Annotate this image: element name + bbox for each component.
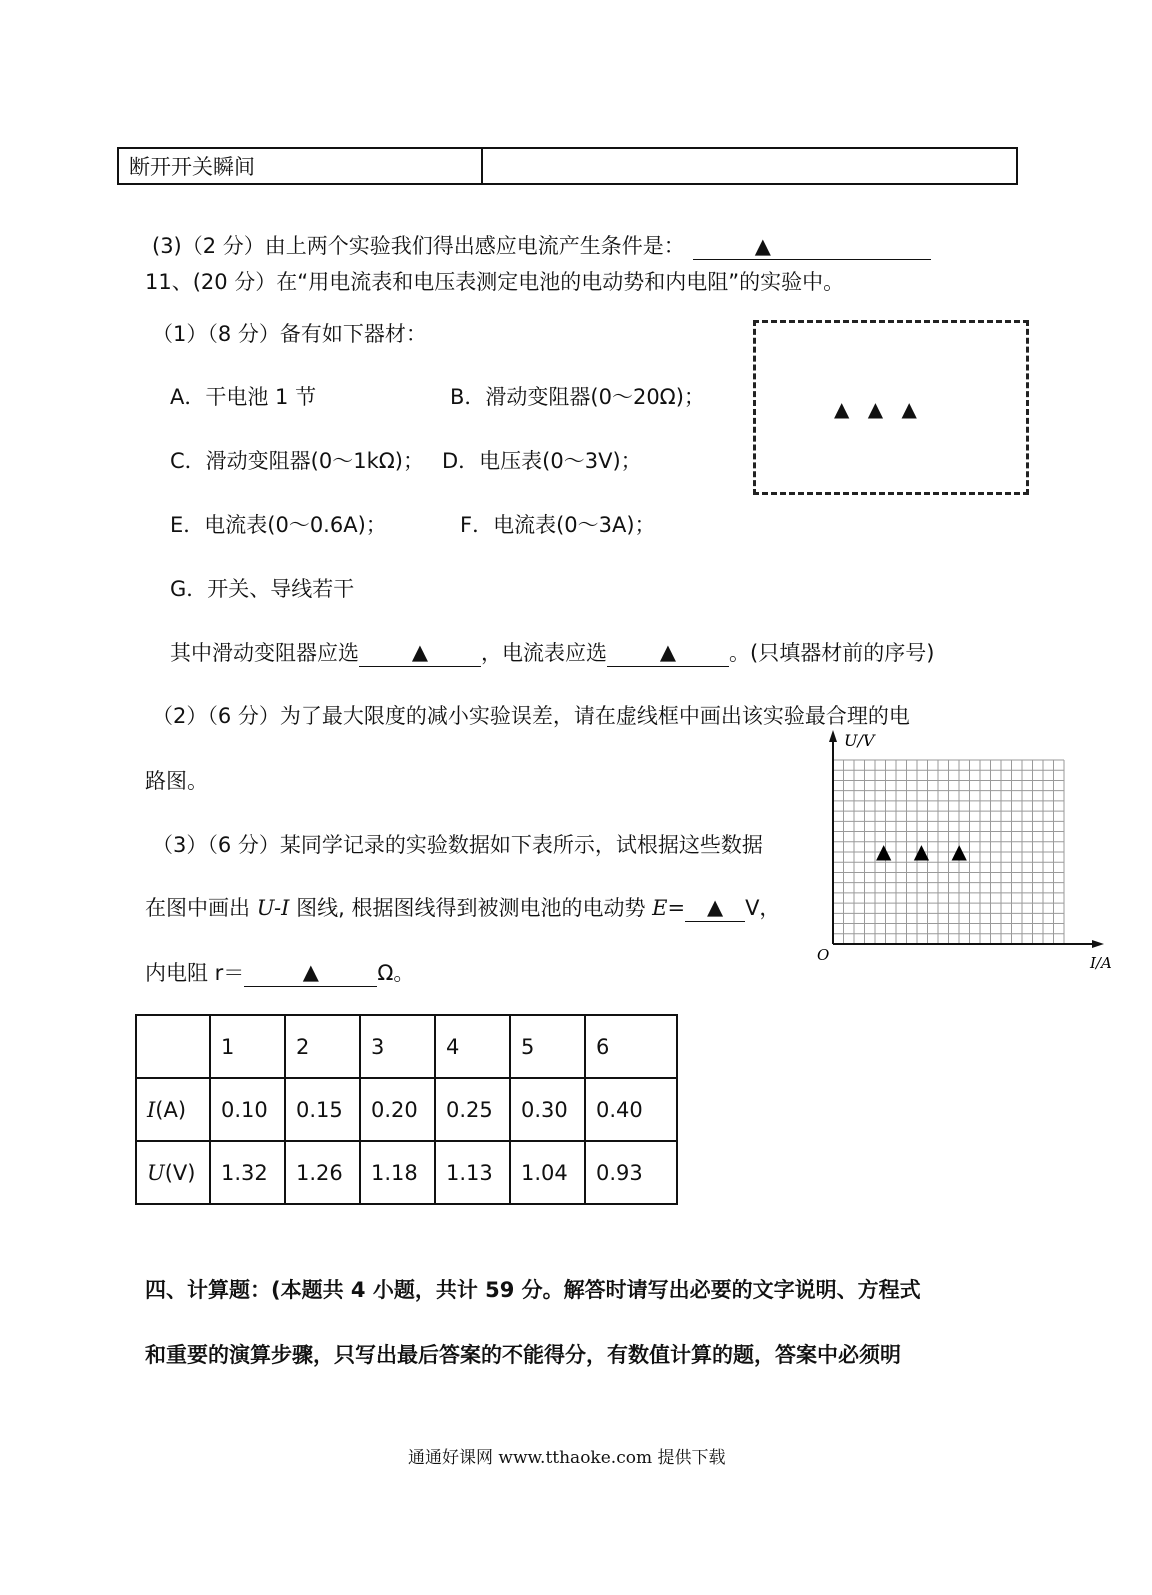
table-row	[136, 1141, 677, 1204]
top-table-label: 断开开关瞬间	[118, 148, 482, 184]
emf-blank[interactable]: ▲	[685, 895, 745, 922]
rheostat-blank[interactable]: ▲	[359, 640, 481, 667]
table-cell: 1.26	[285, 1141, 360, 1204]
row-label	[136, 1141, 210, 1204]
u-i-graph[interactable]	[812, 726, 1122, 976]
q11-1-intro: （1）（8 分）备有如下器材：	[152, 322, 427, 346]
table-cell: 0.15	[285, 1078, 360, 1141]
q10-3	[152, 230, 931, 260]
circuit-placeholder: ▲ ▲ ▲	[834, 397, 923, 421]
section4-line2: 和重要的演算步骤，只写出最后答案的不能得分，有数值计算的题，答案中必须明	[145, 1343, 901, 1367]
q10-3-text: (3)（2 分）由上两个实验我们得出感应电流产生条件是：	[152, 234, 685, 258]
line2-pre: 在图中画出	[145, 896, 257, 920]
q10-3-answer-blank[interactable]: ▲	[693, 234, 931, 260]
line2-mid: 图线, 根据图线得到被测电池的电动势	[289, 896, 653, 920]
row-label	[136, 1078, 210, 1141]
graph-placeholder: ▲ ▲ ▲	[876, 839, 975, 863]
q11-heading: 11、(20 分）在“用电流表和电压表测定电池的电动势和内电阻”的实验中。	[145, 270, 845, 294]
select-pre-text: 其中滑动变阻器应选	[170, 641, 359, 665]
page-footer: 通通好课网 www.tthaoke.com 提供下载	[408, 1448, 726, 1468]
option-d: D．电压表(0～3V)；	[442, 449, 642, 473]
header-cell: 5	[510, 1015, 585, 1078]
circuit-diagram-box[interactable]	[753, 320, 1029, 495]
option-b: B．滑动变阻器(0～20Ω)；	[450, 385, 705, 409]
current-var: I	[147, 1097, 156, 1122]
table-cell: 1.04	[510, 1141, 585, 1204]
y-axis-label: U/V	[844, 731, 875, 750]
option-a: A．干电池 1 节	[170, 385, 317, 409]
top-table-value	[482, 148, 1017, 184]
x-axis-label: I/A	[1090, 954, 1112, 972]
u-i-var: U-I	[256, 896, 290, 920]
select-mid-text: ，电流表应选	[481, 641, 607, 665]
table-cell: 0.10	[210, 1078, 285, 1141]
q11-3-line3	[145, 957, 414, 987]
header-cell: 3	[360, 1015, 435, 1078]
ammeter-blank[interactable]: ▲	[607, 640, 729, 667]
q11-2-line1: （2）（6 分）为了最大限度的减小实验误差，请在虚线框中画出该实验最合理的电	[152, 704, 910, 728]
current-unit: (A)	[155, 1097, 187, 1122]
emf-unit: V，	[745, 896, 781, 920]
option-f: F．电流表(0～3A)；	[460, 513, 656, 537]
table-cell: 1.18	[360, 1141, 435, 1204]
emf-var: E=	[652, 896, 686, 920]
table-cell: 0.25	[435, 1078, 510, 1141]
table-cell: 0.30	[510, 1078, 585, 1141]
voltage-var: U	[147, 1160, 165, 1185]
line3-pre: 内电阻 r＝	[145, 961, 245, 985]
table-cell: 1.13	[435, 1141, 510, 1204]
data-table	[135, 1014, 678, 1205]
top-table	[117, 147, 1018, 185]
x-axis-arrow	[1092, 940, 1104, 948]
voltage-unit: (V)	[164, 1160, 196, 1185]
q11-2-line2: 路图。	[145, 769, 208, 793]
header-cell: 2	[285, 1015, 360, 1078]
table-cell: 1.32	[210, 1141, 285, 1204]
option-g: G．开关、导线若干	[170, 577, 355, 601]
origin-label: O	[817, 946, 830, 964]
y-axis-arrow	[829, 730, 837, 742]
header-cell: 1	[210, 1015, 285, 1078]
table-cell: 0.93	[585, 1141, 677, 1204]
q11-3-line1: （3）（6 分）某同学记录的实验数据如下表所示，试根据这些数据	[152, 833, 763, 857]
header-cell	[136, 1015, 210, 1078]
header-cell: 6	[585, 1015, 677, 1078]
table-header-row	[136, 1015, 677, 1078]
resistance-blank[interactable]: ▲	[244, 960, 377, 987]
r-unit: Ω。	[377, 961, 415, 985]
section4-line1: 四、计算题：(本题共 4 小题，共计 59 分。解答时请写出必要的文字说明、方程式	[145, 1278, 921, 1302]
select-post-text: 。(只填器材前的序号)	[729, 641, 935, 665]
table-row	[136, 1078, 677, 1141]
option-c: C．滑动变阻器(0～1kΩ)；	[170, 449, 424, 473]
option-e: E．电流表(0～0.6A)；	[170, 513, 387, 537]
q11-3-line2	[145, 892, 780, 922]
q11-1-select	[170, 637, 934, 667]
header-cell: 4	[435, 1015, 510, 1078]
table-cell: 0.40	[585, 1078, 677, 1141]
table-cell: 0.20	[360, 1078, 435, 1141]
